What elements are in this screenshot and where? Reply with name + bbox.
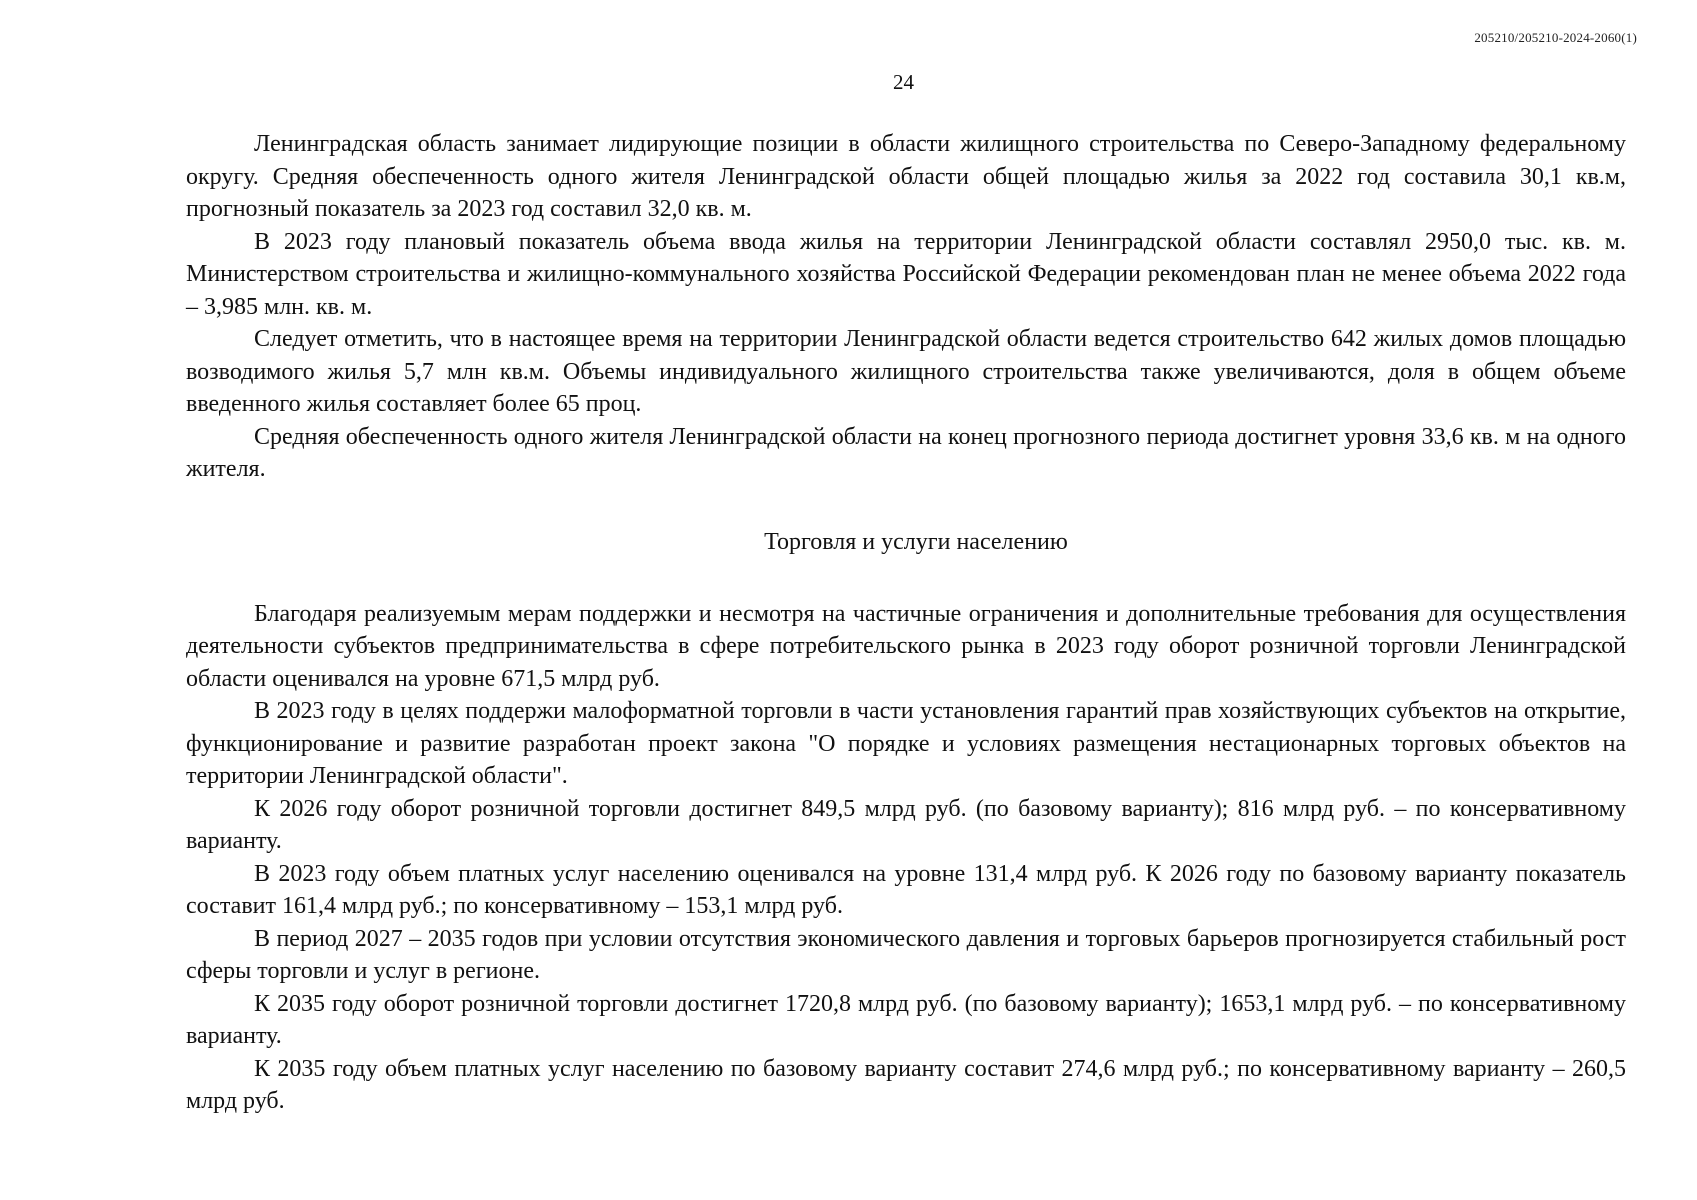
paragraph: К 2035 году оборот розничной торговли достигнет 1720,8 млрд руб. (по базовому варианту); 1653,1 млрд руб. – по консервативному варианту.: [186, 990, 1626, 1049]
paragraph: Ленинградская область занимает лидирующие позиции в области жилищного строительства по Северо-Западному федеральному округу. Средняя обеспеченность одного жителя Ленинградской области общей площадью жилья за 2022 год составила 30,1 кв.м, прогнозный показатель за 2023 год составил 32,0 кв. м.: [186, 131, 1626, 222]
paragraph: Следует отметить, что в настоящее время на территории Ленинградской области ведется строительство 642 жилых домов площадью возводимого жилья 5,7 млн кв.м. Объемы индивидуального жилищного строительства также увеличиваются, доля в общем объеме введенного жилья составляет более 65 проц.: [186, 326, 1626, 417]
paragraph: В 2023 году объем платных услуг населению оценивался на уровне 131,4 млрд руб. К 2026 году по базовому варианту показатель составит 161,4 млрд руб.; по консервативному – 153,1 млрд руб.: [186, 860, 1626, 919]
paragraph: К 2035 году объем платных услуг населению по базовому варианту составит 274,6 млрд руб.; по консервативному варианту – 260,5 млрд руб.: [186, 1055, 1626, 1114]
section-housing: [186, 128, 1626, 486]
paragraph: Благодаря реализуемым мерам поддержки и несмотря на частичные ограничения и дополнительные требования для осуществления деятельности субъектов предпринимательства в сфере потребительского рынка в 2023 году оборот розничной торговли Ленинградской области оценивался на уровне 671,5 млрд руб.: [186, 600, 1626, 692]
paragraph: В 2023 году плановый показатель объема ввода жилья на территории Ленинградской области составлял 2950,0 тыс. кв. м. Министерством строительства и жилищно-коммунального хозяйства Российской Федерации рекомендован план не менее объема 2022 года – 3,985 млн. кв. м.: [186, 228, 1626, 320]
paragraph: В период 2027 – 2035 годов при условии отсутствия экономического давления и торговых барьеров прогнозируется стабильный рост сферы торговли и услуг в регионе.: [186, 925, 1626, 984]
paragraph: Средняя обеспеченность одного жителя Ленинградской области на конец прогнозного периода достигнет уровня 33,6 кв. м на одного жителя.: [186, 423, 1626, 482]
page-number: 24: [893, 70, 914, 94]
document-body: [186, 128, 1626, 1118]
section-heading: Торговля и услуги населению: [764, 528, 1068, 555]
document-id: 205210/205210-2024-2060(1): [1474, 30, 1637, 45]
paragraph: В 2023 году в целях поддержи малоформатной торговли в части установления гарантий прав хозяйствующих субъектов на открытие, функционирование и развитие разработан проект закона "О порядке и условиях размещения нестационарных торговых объектов на территории Ленинградской области".: [186, 698, 1626, 789]
paragraph: К 2026 году оборот розничной торговли достигнет 849,5 млрд руб. (по базовому варианту); 816 млрд руб. – по консервативному варианту.: [186, 795, 1626, 854]
section-trade: [186, 598, 1626, 1118]
